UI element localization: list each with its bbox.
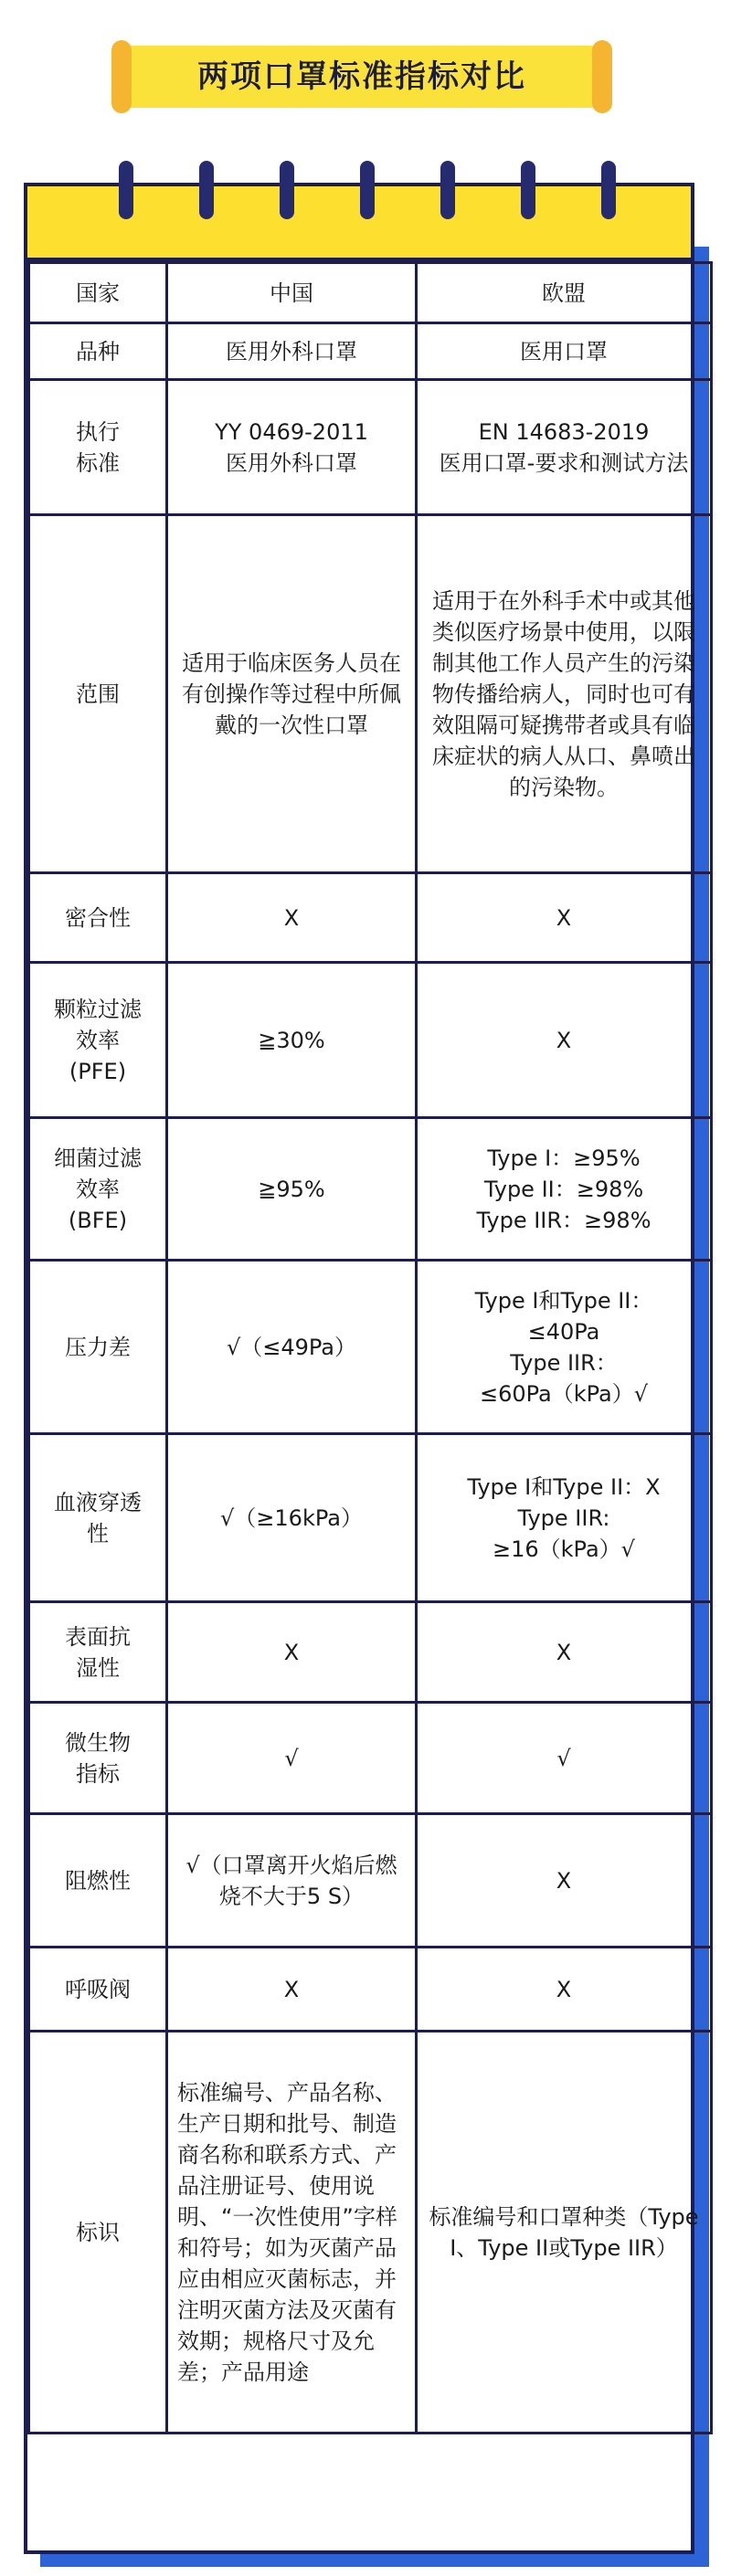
eu-value: Type I：≥95% Type II：≥98% Type IIR：≥98% xyxy=(417,1118,712,1261)
row-key: 标识 xyxy=(29,2032,167,2433)
row-key: 血液穿透 性 xyxy=(29,1434,167,1602)
binder-ring xyxy=(360,161,375,219)
row-key: 细菌过滤 效率 (BFE) xyxy=(29,1118,167,1261)
title-banner xyxy=(117,40,607,113)
table-row xyxy=(29,323,712,380)
china-value: ≧30% xyxy=(167,963,417,1118)
table-row xyxy=(29,1703,712,1814)
table-row xyxy=(29,2032,712,2433)
binder-ring xyxy=(521,161,535,219)
row-key: 微生物 指标 xyxy=(29,1703,167,1814)
table-row xyxy=(29,1602,712,1703)
table-row xyxy=(29,515,712,873)
china-value: YY 0469-2011 医用外科口罩 xyxy=(167,380,417,515)
eu-value: 医用口罩 xyxy=(417,323,712,380)
binder-ring xyxy=(199,161,214,219)
eu-value: X xyxy=(417,1602,712,1703)
table-row xyxy=(29,1434,712,1602)
binder-ring xyxy=(440,161,455,219)
china-value: √（口罩离开火焰后燃烧不大于5 S） xyxy=(167,1814,417,1948)
eu-value: 适用于在外科手术中或其他类似医疗场景中使用，以限制其他工作人员产生的污染物传播给病人，同时也可有效阻隔可疑携带者或具有临床症状的病人从口、鼻喷出的污染物。 xyxy=(417,515,712,873)
table-row xyxy=(29,263,712,323)
eu-value: X xyxy=(417,1948,712,2032)
binder-ring xyxy=(601,161,616,219)
china-value: √ xyxy=(167,1703,417,1814)
china-value: X xyxy=(167,873,417,963)
table-row xyxy=(29,1261,712,1434)
binder-ring xyxy=(119,161,133,219)
page-title: 两项口罩标准指标对比 xyxy=(197,58,526,95)
eu-value: Type I和Type II：X Type IIR: ≥16（kPa）√ xyxy=(417,1434,712,1602)
china-value: 医用外科口罩 xyxy=(167,323,417,380)
china-value: √（≥16kPa） xyxy=(167,1434,417,1602)
eu-value: EN 14683-2019 医用口罩-要求和测试方法 xyxy=(417,380,712,515)
table-row xyxy=(29,963,712,1118)
row-key: 密合性 xyxy=(29,873,167,963)
row-key: 压力差 xyxy=(29,1261,167,1434)
row-key: 品种 xyxy=(29,323,167,380)
table-row xyxy=(29,1948,712,2032)
binder-ring xyxy=(280,161,294,219)
comparison-card xyxy=(24,183,699,2554)
row-key: 表面抗 湿性 xyxy=(29,1602,167,1703)
table-row xyxy=(29,1814,712,1948)
china-value: 适用于临床医务人员在有创操作等过程中所佩戴的一次性口罩 xyxy=(167,515,417,873)
eu-value: 欧盟 xyxy=(417,263,712,323)
china-value: 标准编号、产品名称、生产日期和批号、制造商名称和联系方式、产品注册证号、使用说明、“一次性使用”字样和符号；如为灭菌产品应由相应灭菌标志，并注明灭菌方法及灭菌有效期；规格尺寸及允差；产品用途 xyxy=(167,2032,417,2433)
card-header xyxy=(27,186,691,261)
china-value: X xyxy=(167,1602,417,1703)
row-key: 呼吸阀 xyxy=(29,1948,167,2032)
row-key: 执行 标准 xyxy=(29,380,167,515)
eu-value: X xyxy=(417,873,712,963)
row-key: 范围 xyxy=(29,515,167,873)
eu-value: X xyxy=(417,963,712,1118)
table-row xyxy=(29,1118,712,1261)
row-key: 国家 xyxy=(29,263,167,323)
eu-value: 标准编号和口罩种类（Type I、Type II或Type IIR） xyxy=(417,2032,712,2433)
eu-value: √ xyxy=(417,1703,712,1814)
china-value: √（≤49Pa） xyxy=(167,1261,417,1434)
china-value: 中国 xyxy=(167,263,417,323)
china-value: ≧95% xyxy=(167,1118,417,1261)
row-key: 颗粒过滤 效率 (PFE) xyxy=(29,963,167,1118)
table-row xyxy=(29,873,712,963)
eu-value: X xyxy=(417,1814,712,1948)
table-row xyxy=(29,380,712,515)
comparison-table xyxy=(27,261,713,2434)
row-key: 阻燃性 xyxy=(29,1814,167,1948)
eu-value: Type I和Type II： ≤40Pa Type IIR： ≤60Pa（kPa）√ xyxy=(417,1261,712,1434)
china-value: X xyxy=(167,1948,417,2032)
